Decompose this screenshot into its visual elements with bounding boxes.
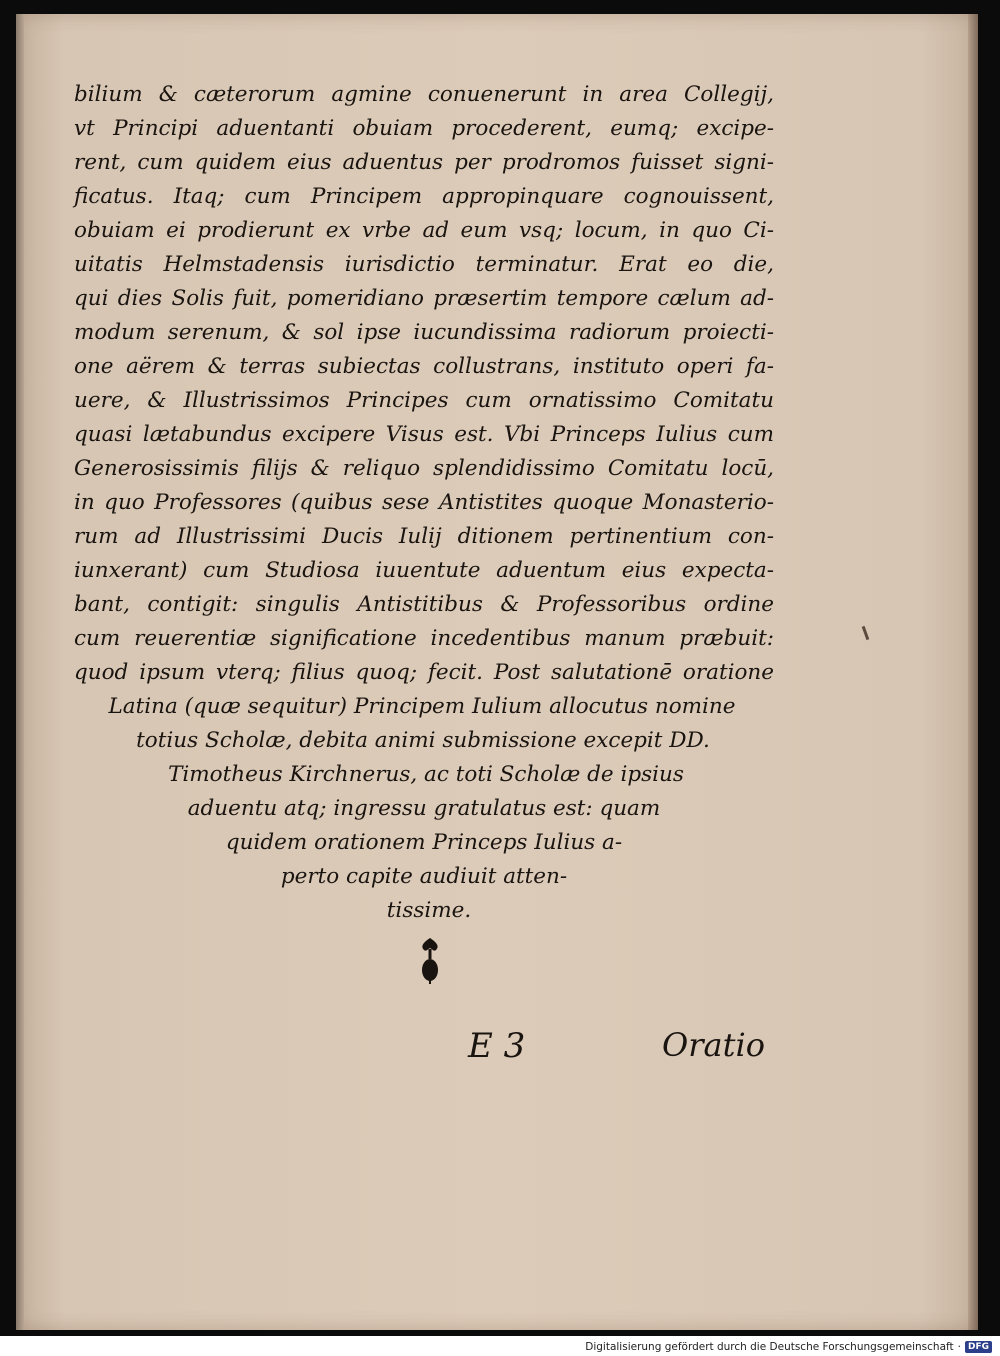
text-line: modum serenum, & sol ipse iucundissima radiorum proiecti-	[74, 320, 774, 345]
text-line: bilium & cæterorum agmine conuenerunt in area Collegij,	[74, 82, 774, 107]
page-gutter	[968, 14, 978, 1330]
text-line: rum ad Illustrissimi Ducis Iulij ditionem pertinentium con-	[74, 524, 774, 549]
text-line: perto capite audiuit atten-	[280, 864, 568, 889]
dfg-logo-icon[interactable]: DFG	[965, 1341, 992, 1353]
signature-mark: E 3	[468, 1026, 526, 1066]
footer-text: Digitalisierung gefördert durch die Deutsche Forschungsgemeinschaft	[585, 1341, 954, 1353]
text-line: Latina (quæ sequitur) Principem Iulium allocutus nomine	[108, 694, 736, 719]
page-edge	[16, 14, 24, 1330]
text-line: quasi lætabundus excipere Visus est. Vbi Princeps Iulius cum	[74, 422, 774, 447]
printer-ornament-icon	[416, 936, 444, 984]
text-line: uitatis Helmstadensis iurisdictio terminatur. Erat eo die,	[74, 252, 774, 277]
stray-mark	[862, 626, 870, 640]
text-line: quod ipsum vterq; filius quoq; fecit. Post salutationē oratione	[74, 660, 774, 685]
text-line: uere, & Illustrissimos Principes cum ornatissimo Comitatu	[74, 388, 774, 413]
catchword: Oratio	[662, 1026, 765, 1064]
text-line: Timotheus Kirchnerus, ac toti Scholæ de ipsius	[168, 762, 684, 787]
text-line: iunxerant) cum Studiosa iuuentute aduentum eius expecta-	[74, 558, 774, 583]
digitization-footer	[585, 1339, 992, 1355]
text-line: ficatus. Itaq; cum Principem appropinquare cognouissent,	[74, 184, 774, 209]
text-line: aduentu atq; ingressu gratulatus est: quam	[187, 796, 661, 821]
footer-separator: ·	[957, 1341, 961, 1353]
text-line: bant, contigit: singulis Antistitibus & Professoribus ordine	[74, 592, 774, 617]
text-line: Generosissimis filijs & reliquo splendidissimo Comitatu locū,	[74, 456, 774, 481]
text-line: qui dies Solis fuit, pomeridiano præsertim tempore cælum ad-	[74, 286, 774, 311]
text-line: one aërem & terras subiectas collustrans, instituto operi fa-	[74, 354, 774, 379]
book-page	[16, 14, 978, 1330]
text-line: in quo Professores (quibus sese Antistites quoque Monasterio-	[74, 490, 774, 515]
text-line: cum reuerentiæ significatione incedentibus manum præbuit:	[74, 626, 774, 651]
text-line: quidem orationem Princeps Iulius a-	[225, 830, 623, 855]
body-text	[74, 78, 774, 928]
text-line: totius Scholæ, debita animi submissione excepit DD.	[136, 728, 710, 753]
text-line: vt Principi aduentanti obuiam procederent, eumq; excipe-	[74, 116, 774, 141]
text-line: rent, cum quidem eius aduentus per prodromos fuisset signi-	[74, 150, 774, 175]
text-line: tissime.	[386, 898, 472, 923]
text-line: obuiam ei prodierunt ex vrbe ad eum vsq; locum, in quo Ci-	[74, 218, 774, 243]
